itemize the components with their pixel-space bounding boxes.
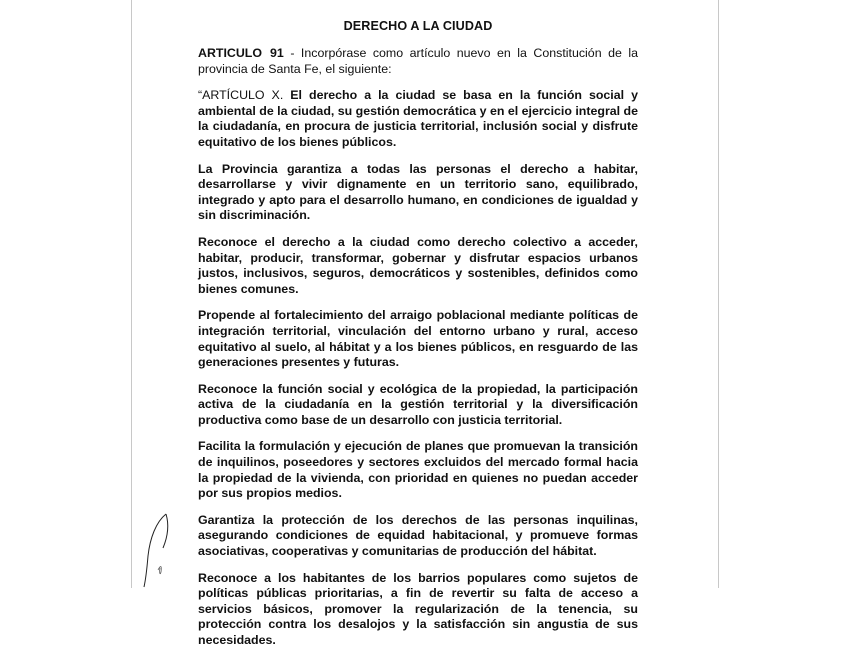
- article-intro: [198, 46, 638, 77]
- paragraph-3: Propende al fortalecimiento del arraigo poblacional mediante políticas de integración territorial, vinculación del entorno urbano y rural, acceso equitativo al suelo, al hábitat y a los bienes públicos, en resguardo de las generaciones presentes y futuras.: [198, 308, 638, 370]
- article-x-text: El derecho a la ciudad se basa en la función social y ambiental de la ciudad, su gestión democrática y en el ejercicio integral de la ciudadanía, en procura de justicia territorial, inclusión social y disfrute equitativo de los bienes públicos.: [198, 88, 639, 149]
- document-body: [198, 19, 638, 660]
- paragraph-6: Garantiza la protección de los derechos de las personas inquilinas, asegurando condiciones de equidad habitacional, y promueve formas asociativas, cooperativas y comunitarias de producción del hábitat.: [198, 512, 638, 559]
- article-label: ARTICULO: [198, 46, 263, 60]
- article-number: 91: [270, 46, 284, 60]
- article-x-paragraph: [198, 88, 638, 150]
- paragraph-1: La Provincia garantiza a todas las personas el derecho a habitar, desarrollarse y vivir dignamente en un territorio sano, equilibrado, integrado y apto para el desarrollo humano, en condiciones de igualdad y sin discriminación.: [198, 161, 638, 223]
- page-left-edge: [131, 0, 132, 588]
- article-intro-text: - Incorpórase como artículo nuevo en la Constitución de la provincia de Santa Fe, el siguiente:: [198, 46, 638, 76]
- article-x-prefix: “ARTÍCULO X.: [198, 88, 291, 103]
- paragraph-4: Reconoce la función social y ecológica de la propiedad, la participación activa de la ciudadanía en la gestión territorial y la diversificación productiva como base de un desarrollo con justicia territorial.: [198, 381, 638, 427]
- page-right-edge: [718, 0, 719, 588]
- document-title: DERECHO A LA CIUDAD: [343, 19, 493, 33]
- paragraph-5: Facilita la formulación y ejecución de planes que promuevan la transición de inquilinos, poseedores y sectores excluidos del mercado formal hacia la propiedad de la vivienda, con prioridad en quienes no puedan acceder por sus propios medios.: [198, 439, 638, 501]
- paragraph-2: Reconoce el derecho a la ciudad como derecho colectivo a acceder, habitar, producir, transformar, gobernar y disfrutar espacios urbanos justos, inclusivos, seguros, democráticos y sostenibles, definidos como bienes comunes.: [198, 234, 638, 296]
- paragraph-7: Reconoce a los habitantes de los barrios populares como sujetos de políticas públicas prioritarias, a fin de revertir su falta de acceso a servicios básicos, promover la regularización de la tenencia, su protección contra los desalojos y la satisfacción sin angustia de sus necesidades.: [198, 570, 638, 647]
- handwritten-signature: [138, 512, 178, 588]
